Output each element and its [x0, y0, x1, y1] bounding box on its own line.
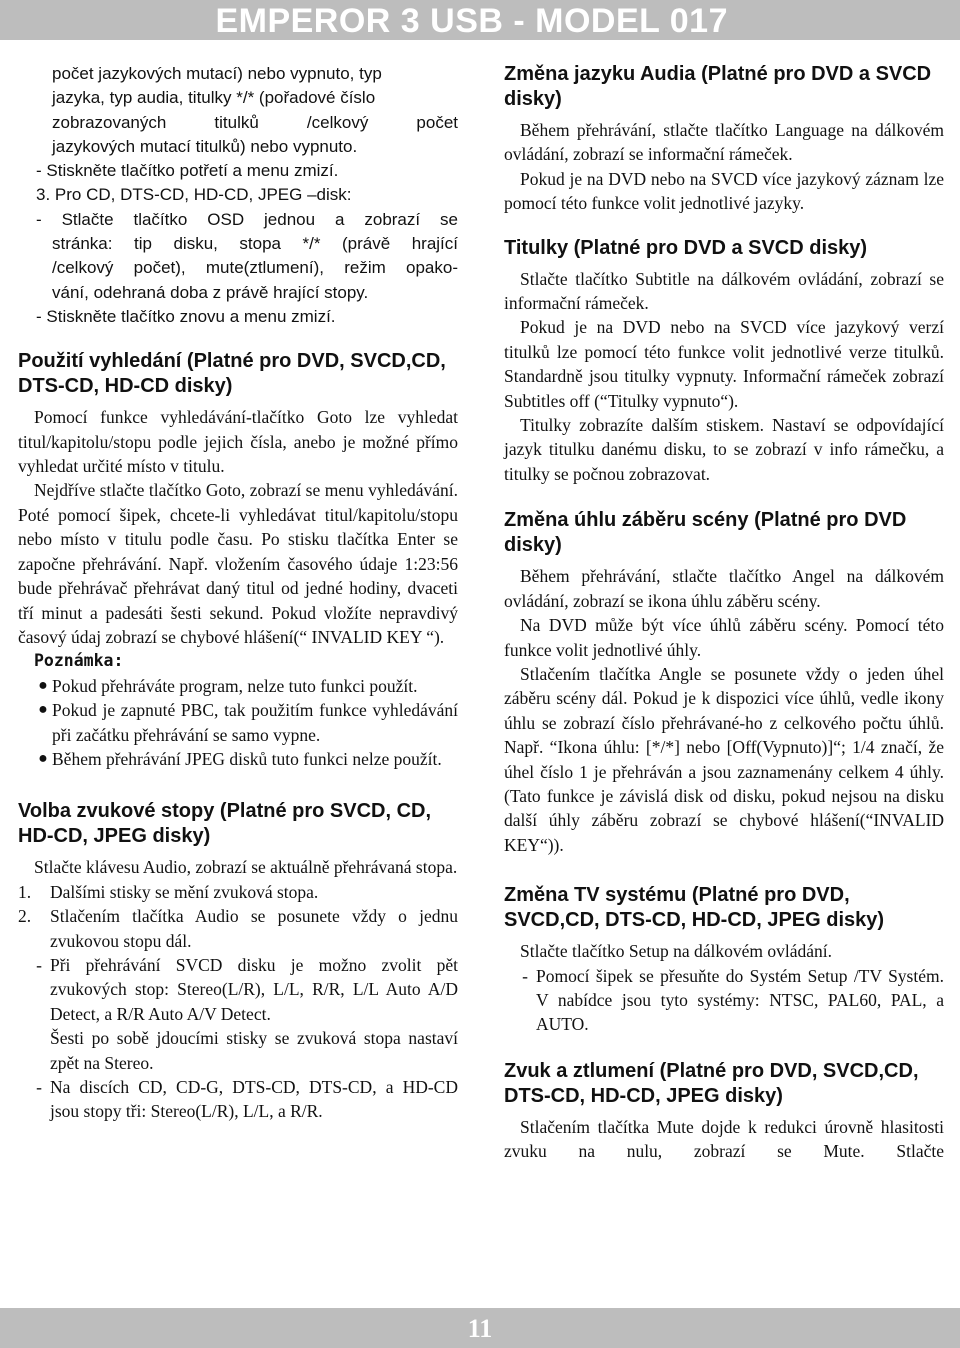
subs-paragraph-2: Pokud je na DVD nebo na SVCD více jazykový verzí titulků lze pomocí této funkce volit jednotlivé verze titulků. Standardně jsou titulky vypnuty. Informační rámeček zobrazí Subtitles off (“Titulky vypnuto“). — [504, 317, 944, 411]
audio-list — [18, 880, 458, 1124]
text-line: - Stlačte tlačítko OSD jednou a zobrazí se — [36, 209, 458, 229]
tv-paragraph-1: Stlačte tlačítko Setup na dálkovém ovládání. — [520, 941, 833, 962]
page-header-bar — [0, 0, 960, 40]
text-line: jazykových mutací titulků) nebo vypnuto. — [52, 136, 358, 156]
text-line: - Stiskněte tlačítko potřetí a menu zmizí. — [36, 161, 339, 181]
list-item: 2. Stlačením tlačítka Audio se posunete vždy o jednu zvukovou stopu dál. — [18, 906, 458, 951]
bullet-icon: ● — [38, 701, 48, 719]
bullet-icon: ● — [38, 676, 48, 694]
text-line: - Stiskněte tlačítko znovu a menu zmizí. — [36, 306, 336, 326]
list-item: 1. Dalšími stisky se mění zvuková stopa. — [18, 881, 319, 902]
audio-paragraph-1: Stlačte klávesu Audio, zobrazí se aktuálně přehrávaná stopa. — [34, 857, 458, 878]
search-paragraph-1: Pomocí funkce vyhledávání-tlačítko Goto lze vyhledat titul/kapitolu/stopu podle jejich čísla, anebo je možné přímo vyhledat určité místo v titulu. — [18, 407, 458, 477]
section-heading-mute: Zvuk a ztlumení (Platné pro DVD, SVCD,CD, DTS-CD, HD-CD, JPEG disky) — [504, 1059, 919, 1107]
section-heading-audio-track: Volba zvukové stopy (Platné pro SVCD, CD, HD-CD, JPEG disky) — [18, 800, 432, 848]
document-title: EMPEROR 3 USB - MODEL 017 — [215, 2, 728, 40]
note-title: Poznámka: — [34, 651, 124, 671]
text-line: stránka: tip disku, stopa */* (právě hrající — [52, 234, 458, 254]
angle-paragraph-2: Na DVD může být více úhlů záběru scény. Pomocí této funkce volit jednotlivé úhly. — [504, 615, 944, 660]
section-heading-audio-language: Změna jazyku Audia (Platné pro DVD a SVCD disky) — [504, 63, 932, 110]
page-number: 11 — [467, 1314, 493, 1343]
text-line: zobrazovaných titulků /celkový počet — [52, 112, 458, 132]
section-heading-angle: Změna úhlu záběru scény (Platné pro DVD disky) — [504, 509, 907, 557]
note-list — [34, 674, 458, 772]
bullet-icon: ● — [38, 749, 48, 767]
list-item: ● Během přehrávání JPEG disků tuto funkci nelze použít. — [34, 747, 458, 771]
text-line: počet jazykových mutací) nebo vypnuto, typ — [52, 64, 382, 83]
lang-paragraph-1: Během přehrávání, stlačte tlačítko Language na dálkovém ovládání, zobrazí se informační rámeček. — [504, 120, 944, 165]
osd-continuation — [18, 62, 458, 329]
right-column — [504, 62, 944, 1164]
text-line: vání, odehraná doba z právě hrající stopy. — [52, 282, 369, 302]
mute-paragraph-1: Stlačením tlačítka Mute dojde k redukci úrovně hlasitosti zvuku na nulu, zobrazí se Mute. Stlačte — [504, 1116, 944, 1162]
list-item: ● Pokud přehráváte program, nelze tuto funkci použít. — [34, 674, 458, 698]
list-item: - Pomocí šipek se přesuňte do Systém Setup /TV Systém. V nabídce jsou tyto systémy: NTSC, PAL60, PAL, a AUTO. — [522, 965, 944, 1035]
list-item: - Na discích CD, CD-G, DTS-CD, DTS-CD, a HD-CD jsou stopy tři: Stereo(L/R), L/L, a R/R. — [36, 1077, 458, 1122]
lang-paragraph-2: Pokud je na DVD nebo na SVCD více jazykový záznam lze pomocí této funkce volit jednotlivé jazyky. — [504, 168, 944, 214]
text-line: jazyka, typ audia, titulky */* (pořadové číslo — [52, 88, 376, 108]
search-paragraph-2: Nejdříve stlačte tlačítko Goto, zobrazí se menu vyhledávání. Poté pomocí šipek, chcete-li vyhledávat titul/kapitolu/stopu nebo místo v titulu podle času. Po stisku tlačítka Enter se započne přehrávání. Např. vložením časového údaje 1:23:56 bude přehrávač přehrávat daný titul od jedné hodiny, dvaceti tří minut a padesáti šesti sekund. Pokud vložíte nepravdivý časový údaj zobrazí se chybové hlášení(“ INVALID KEY “). — [18, 480, 458, 647]
text-line: 3. Pro CD, DTS-CD, HD-CD, JPEG –disk: — [36, 185, 352, 205]
section-heading-tv-system: Změna TV systému (Platné pro DVD, SVCD,CD, DTS-CD, HD-CD, JPEG disky) — [504, 884, 885, 932]
text-line: /celkový počet), mute(ztlumení), režim opako- — [52, 258, 458, 278]
angle-paragraph-3: Stlačením tlačítka Angle se posunete vždy o jeden úhel záběru scény dál. Pokud je k dispozici více úhlů, vedle ikony úhlu se zobrazí číslo přehrávané-ho z celkového počtu úhlů. Např. “Ikona úhlu: [*/*] nebo [Off(Vypnuto)]“; 1/4 značí, že úhel číslo 1 je přehráván a jsou zaznamenány celkem 4 úhly. (Tato funkce je závislá disk od disku, pokud nejsou na disku další úhly záběru zobrazí se chybové hlášení(“INVALID KEY“)). — [504, 663, 944, 855]
subs-paragraph-1: Stlačte tlačítko Subtitle na dálkovém ovládání, zobrazí se informační rámeček. — [504, 268, 944, 314]
angle-paragraph-1: Během přehrávání, stlačte tlačítko Angel na dálkovém ovládání, zobrazí se ikona úhlu záběru scény. — [504, 566, 944, 611]
left-column — [18, 62, 458, 1124]
list-item: - Při přehrávání SVCD disku je možno zvolit pět zvukových stop: Stereo(L/R), L/L, R/R, L/L Auto A/D Detect, a R/R Auto A/V Detect. — [36, 954, 458, 1024]
section-heading-subtitles: Titulky (Platné pro DVD a SVCD disky) — [504, 236, 868, 259]
section-heading-search: Použití vyhledání (Platné pro DVD, SVCD,CD, DTS-CD, HD-CD disky) — [18, 350, 446, 398]
subs-paragraph-3: Titulky zobrazíte dalším stiskem. Nastaví se odpovídající jazyk titulku danému disku, to se zobrazí v info rámečku, a titulky se počnou zobrazovat. — [504, 415, 944, 484]
list-item: ● Pokud je zapnuté PBC, tak použitím funkce vyhledávání při začátku přehrávání se samo vypne. — [34, 698, 458, 747]
list-item: Šesti po sobě jdoucími stisky se zvuková stopa nastaví zpět na Stereo. — [50, 1028, 458, 1073]
